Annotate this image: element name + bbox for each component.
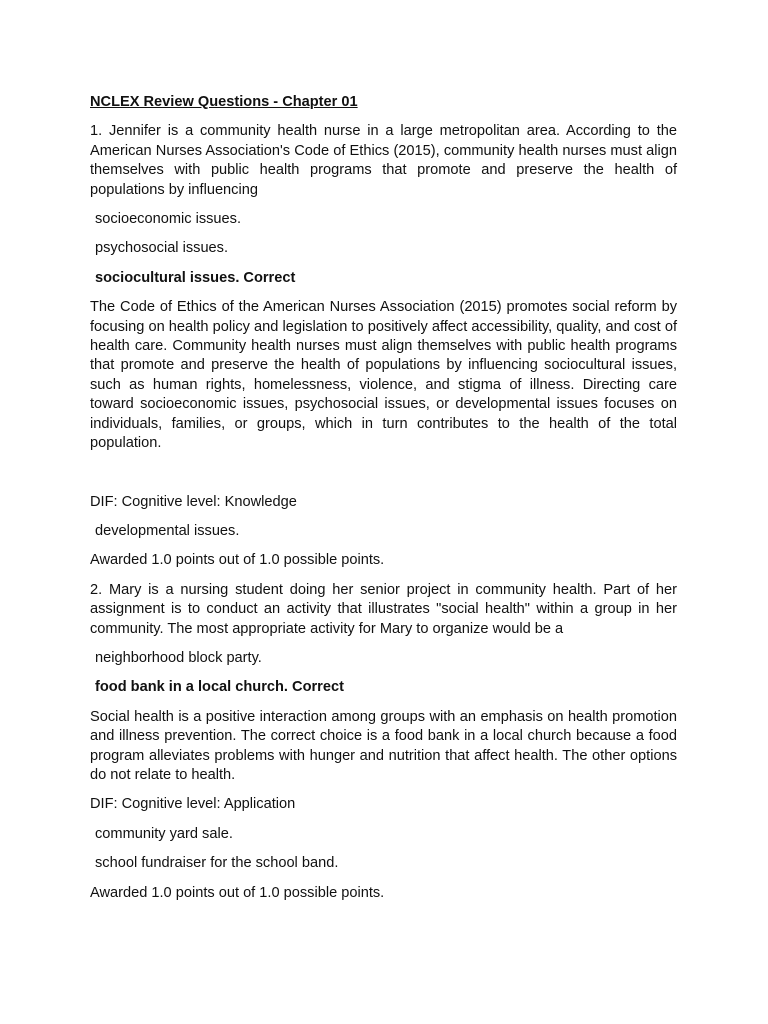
question-1-stem: 1. Jennifer is a community health nurse in a large metropolitan area. According to the American Nurses Association's Code of Ethics (2015), community health nurses must align themselves with public health programs that promote and preserve the health of populations by influencing <box>90 123 677 198</box>
question-2-correct-answer: food bank in a local church. Correct <box>95 679 344 696</box>
document-page <box>90 93 677 913</box>
question-1-option-developmental: developmental issues. <box>95 522 240 539</box>
question-1-rationale: The Code of Ethics of the American Nurses Association (2015) promotes social reform by focusing on health policy and legislation to positively affect accessibility, quality, and cost of health care. Community health nurses must align themselves with public health programs that promote and preserve the health of populations by influencing sociocultural issues, such as human rights, homelessness, violence, and stigma of illness. Directing care toward socioeconomic issues, psychosocial issues, or developmental issues focuses on individuals, families, or groups, which in turn contributes to the health of the total population. <box>90 299 677 452</box>
question-1-option-psychosocial: psychosocial issues. <box>95 240 229 257</box>
question-1-option-socioeconomic: socioeconomic issues. <box>95 211 242 228</box>
question-1-awarded-points: Awarded 1.0 points out of 1.0 possible points. <box>90 552 385 569</box>
question-2-option-block-party: neighborhood block party. <box>95 649 262 666</box>
question-1-correct-answer: sociocultural issues. Correct <box>95 269 296 286</box>
question-2-option-fundraiser: school fundraiser for the school band. <box>95 855 339 872</box>
question-2-difficulty: DIF: Cognitive level: Application <box>90 796 296 813</box>
spacer <box>90 464 677 493</box>
question-2-stem: 2. Mary is a nursing student doing her senior project in community health. Part of her assignment is to conduct an activity that illustrates "social health" within a group in her community. The most appropriate activity for Mary to organize would be a <box>90 581 677 637</box>
question-2-rationale: Social health is a positive interaction among groups with an emphasis on health promotion and illness prevention. The correct choice is a food bank in a local church because a food program alleviates problems with hunger and nutrition that affect health. The other options do not relate to health. <box>90 708 677 783</box>
document-title: NCLEX Review Questions - Chapter 01 <box>90 94 358 110</box>
question-1-difficulty: DIF: Cognitive level: Knowledge <box>90 493 297 510</box>
question-2-awarded-points: Awarded 1.0 points out of 1.0 possible points. <box>90 884 385 901</box>
question-2-option-yard-sale: community yard sale. <box>95 825 233 842</box>
